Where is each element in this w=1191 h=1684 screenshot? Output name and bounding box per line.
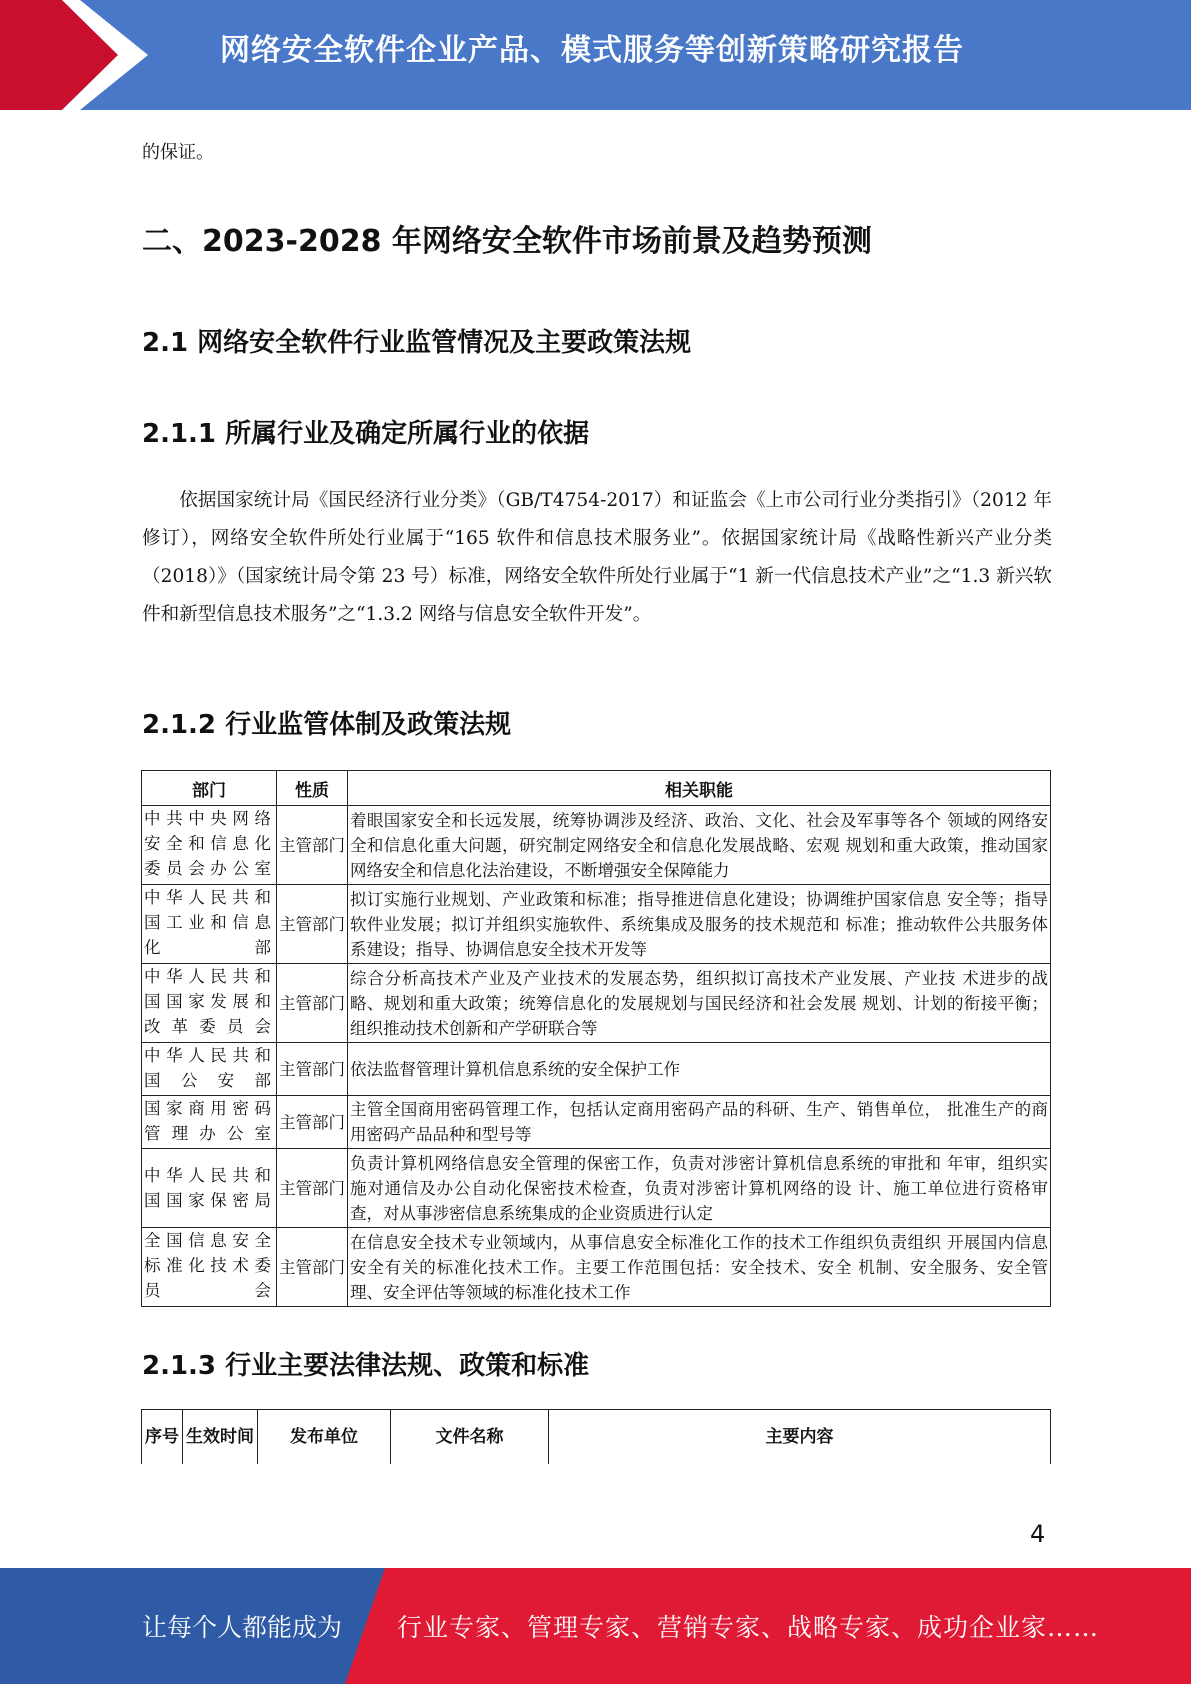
header-title: 网络安全软件企业产品、模式服务等创新策略研究报告 [220, 33, 964, 68]
function-cell: 拟订实施行业规划、产业政策和标准；指导推进信息化建设；协调维护国家信息 安全等；指导软件业发展；拟订并组织实施软件、系统集成及服务的技术规范和 标准；推动软件公共服务体系建设；指导、协调信息安全技术开发等 [348, 885, 1051, 964]
page-footer [0, 1568, 1191, 1684]
column-header-nature: 性质 [277, 771, 348, 806]
dept-cell: 中华人民共和国国家保密局 [142, 1149, 277, 1228]
table-row [142, 1149, 1051, 1228]
page-header [0, 0, 1191, 110]
table-row [142, 885, 1051, 964]
sub-heading-2-1-2: 2.1.2 行业监管体制及政策法规 [142, 710, 512, 740]
dept-cell: 中华人民共和国公安部 [142, 1043, 277, 1096]
nature-cell: 主管部门 [277, 964, 348, 1043]
function-cell: 负责计算机网络信息安全管理的保密工作，负责对涉密计算机信息系统的审批和 年审，组织实施对通信及办公自动化保密技术检查，负责对涉密计算机网络的设 计、施工单位进行资格审查，对从事涉密信息系统集成的企业资质进行认定 [348, 1149, 1051, 1228]
nature-cell: 主管部门 [277, 806, 348, 885]
column-header-document-name: 文件名称 [391, 1410, 549, 1465]
text-fragment: 的保证。 [142, 142, 214, 163]
table-header-row [142, 771, 1051, 806]
dept-cell: 中华人民共和国国家发展和改革委员会 [142, 964, 277, 1043]
column-header-index: 序号 [142, 1410, 183, 1465]
nature-cell: 主管部门 [277, 885, 348, 964]
nature-cell: 主管部门 [277, 1149, 348, 1228]
function-cell: 综合分析高技术产业及产业技术的发展态势，组织拟订高技术产业发展、产业技 术进步的战略、规划和重大政策；统筹信息化的发展规划与国民经济和社会发展 规划、计划的衔接平衡；组织推动技术创新和产学研联合等 [348, 964, 1051, 1043]
footer-slogan-right: 行业专家、管理专家、营销专家、战略专家、成功企业家…… [397, 1613, 1100, 1642]
nature-cell: 主管部门 [277, 1096, 348, 1149]
dept-cell: 国家商用密码管理办公室 [142, 1096, 277, 1149]
sub-heading-2-1-3: 2.1.3 行业主要法律法规、政策和标准 [142, 1351, 590, 1381]
laws-table [141, 1409, 1051, 1464]
nature-cell: 主管部门 [277, 1228, 348, 1307]
sub-heading-2-1-1: 2.1.1 所属行业及确定所属行业的依据 [142, 419, 590, 449]
header-arrow-icon [0, 0, 160, 110]
table-row [142, 1228, 1051, 1307]
function-cell: 着眼国家安全和长远发展，统筹协调涉及经济、政治、文化、社会及军事等各个 领域的网络安全和信息化重大问题，研究制定网络安全和信息化发展战略、宏观 规划和重大政策，推动国家网络安全和信息化法治建设，不断增强安全保障能力 [348, 806, 1051, 885]
column-header-function: 相关职能 [348, 771, 1051, 806]
column-header-issuer: 发布单位 [258, 1410, 391, 1465]
sub-heading-2-1: 2.1 网络安全软件行业监管情况及主要政策法规 [142, 328, 692, 358]
function-cell: 依法监督管理计算机信息系统的安全保护工作 [348, 1043, 1051, 1096]
table-row [142, 1043, 1051, 1096]
section-heading: 二、2023-2028 年网络安全软件市场前景及趋势预测 [142, 224, 872, 259]
column-header-main-content: 主要内容 [549, 1410, 1051, 1465]
dept-cell: 中共中央网络安全和信息化委员会办公室 [142, 806, 277, 885]
dept-cell: 全国信息安全标准化技术委员会 [142, 1228, 277, 1307]
function-cell: 在信息安全技术专业领域内，从事信息安全标准化工作的技术工作组织负责组织 开展国内信息安全有关的标准化技术工作。主要工作范围包括：安全技术、安全 机制、安全服务、安全管理、安全评估等领域的标准化技术工作 [348, 1228, 1051, 1307]
dept-cell: 中华人民共和国工业和信息化部 [142, 885, 277, 964]
regulatory-table [141, 770, 1051, 1307]
page-number: 4 [1030, 1520, 1046, 1548]
nature-cell: 主管部门 [277, 1043, 348, 1096]
table-header-row [142, 1410, 1051, 1465]
paragraph-2-1-1: 依据国家统计局《国民经济行业分类》（GB/T4754-2017）和证监会《上市公司行业分类指引》（2012 年修订），网络安全软件所处行业属于“165 软件和信息技术服务业”。依据国家统计局《战略性新兴产业分类（2018）》（国家统计局令第 23 号）标准，网络安全软件所处行业属于“1 新一代信息技术产业”之“1.3 新兴软件和新型信息技术服务”之“1.3.2 网络与信息安全软件开发”。 [142, 490, 1052, 625]
table-row [142, 806, 1051, 885]
function-cell: 主管全国商用密码管理工作，包括认定商用密码产品的科研、生产、销售单位， 批准生产的商用密码产品品种和型号等 [348, 1096, 1051, 1149]
footer-slogan-left: 让每个人都能成为 [142, 1613, 343, 1642]
column-header-effective-date: 生效时间 [183, 1410, 258, 1465]
column-header-dept: 部门 [142, 771, 277, 806]
table-row [142, 1096, 1051, 1149]
table-row [142, 964, 1051, 1043]
